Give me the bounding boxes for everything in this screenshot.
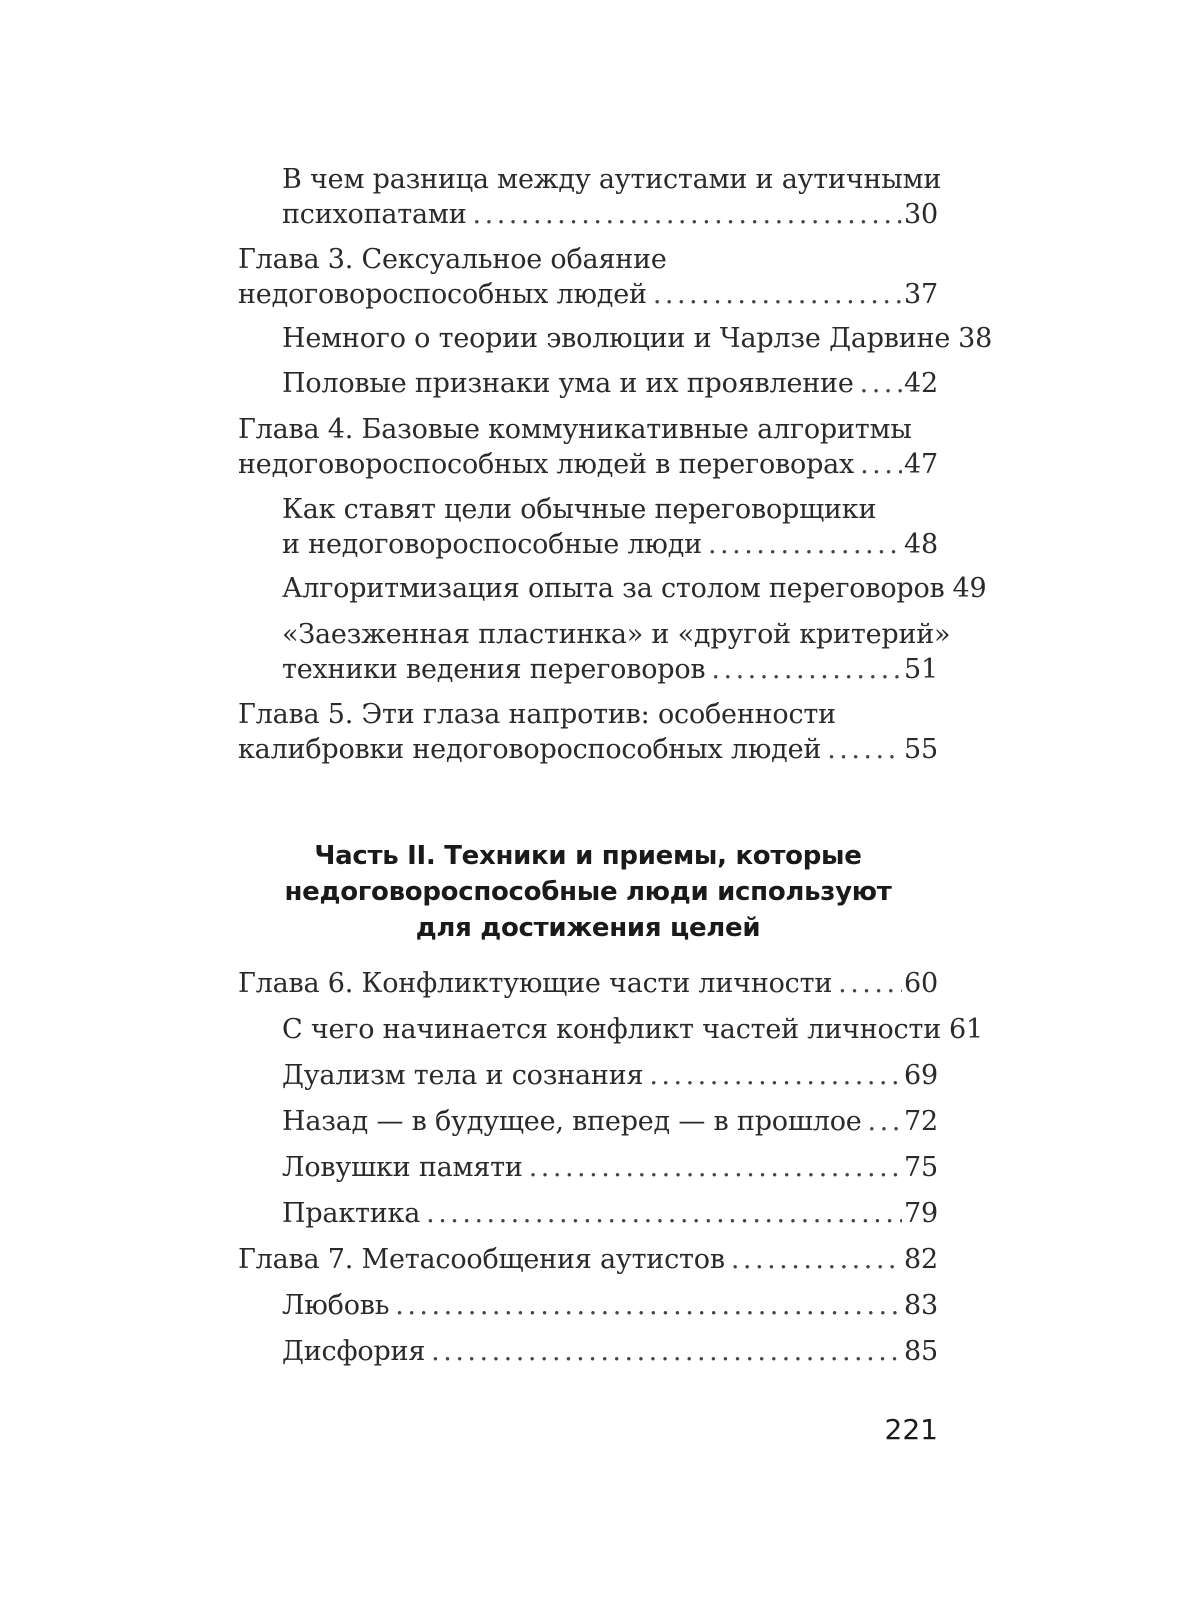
toc-entry-title: «Заезженная пластинка» и «другой критерий» — [282, 619, 951, 650]
toc-section-entry — [282, 1012, 983, 1047]
toc-section-entry — [282, 162, 942, 232]
toc-entry-title: Дуализм тела и сознания — [282, 1060, 644, 1091]
toc-page-number: 38 — [958, 323, 993, 354]
toc-entry-line — [282, 527, 938, 562]
part-heading-line-2: недоговороспособные люди используют — [284, 877, 892, 907]
toc-page-number: 83 — [904, 1290, 938, 1321]
toc-page-number: 75 — [904, 1152, 938, 1183]
toc-section-entry — [282, 571, 987, 606]
toc-entry-line — [282, 1104, 938, 1139]
part-heading-line-1: Часть II. Техники и приемы, которые — [314, 841, 862, 871]
toc-entry-line — [282, 1058, 938, 1093]
toc-page-number: 42 — [904, 368, 938, 399]
toc-entry-line — [238, 412, 938, 447]
toc-entry-title: В чем разница между аутистами и аутичными — [282, 164, 942, 195]
toc-page-number: 61 — [949, 1014, 983, 1045]
dot-leader — [860, 366, 902, 401]
dot-leader — [473, 197, 903, 232]
toc-entry-line — [282, 1012, 983, 1047]
toc-section-entry — [282, 617, 951, 687]
toc-section-entry — [282, 1104, 938, 1139]
toc-page-number: 79 — [904, 1198, 938, 1229]
dot-leader — [838, 966, 902, 1001]
toc-entry-title: и недоговороспособные люди — [282, 529, 702, 560]
toc-entry-line — [238, 966, 938, 1001]
toc-entry-line — [282, 1288, 938, 1323]
toc-section-entry — [282, 1288, 938, 1323]
dot-leader — [868, 1104, 902, 1139]
toc-entry-line — [238, 1242, 938, 1277]
dot-leader — [426, 1196, 902, 1231]
toc-entry-line — [282, 197, 938, 232]
part-heading-line-3: для достижения целей — [415, 913, 761, 943]
dot-leader — [860, 447, 902, 482]
toc-entry-line — [238, 697, 938, 732]
toc-entry-title: недоговороспособных людей в переговорах — [238, 449, 855, 480]
toc-page-number: 60 — [904, 968, 938, 999]
toc-entry-title: Назад — в будущее, вперед — в прошлое — [282, 1106, 862, 1137]
toc-chapter-entry — [238, 966, 938, 1001]
toc-page-number: 55 — [904, 734, 938, 765]
toc-entry-title: Глава 3. Сексуальное обаяние — [238, 244, 667, 275]
toc-section-entry — [282, 1334, 938, 1369]
dot-leader — [431, 1334, 902, 1369]
toc-entry-line — [238, 732, 938, 767]
toc-entry-line — [282, 617, 951, 652]
toc-entry-title: Глава 5. Эти глаза напротив: особенности — [238, 699, 836, 730]
toc-entry-line — [282, 366, 938, 401]
toc-entry-title: Половые признаки ума и их проявление — [282, 368, 854, 399]
toc-entry-line — [282, 1196, 938, 1231]
dot-leader — [649, 1058, 902, 1093]
toc-entry-title: Глава 4. Базовые коммуникативные алгоритмы — [238, 414, 912, 445]
toc-page-number: 48 — [904, 529, 938, 560]
toc-entry-title: Глава 7. Метасообщения аутистов — [238, 1244, 725, 1275]
toc-section-entry — [282, 1058, 938, 1093]
toc-page-number: 47 — [904, 449, 938, 480]
toc-entry-line — [282, 1150, 938, 1185]
toc-page-number: 37 — [904, 279, 938, 310]
toc-entry-line — [238, 447, 938, 482]
dot-leader — [708, 527, 902, 562]
toc-entry-line — [238, 242, 938, 277]
toc-entry-title: С чего начинается конфликт частей личности — [282, 1014, 942, 1045]
dot-leader — [395, 1288, 902, 1323]
toc-entry-title: Как ставят цели обычные переговорщики — [282, 494, 877, 525]
toc-page-number: 51 — [904, 654, 938, 685]
toc-page-number: 82 — [904, 1244, 938, 1275]
toc-section-entry — [282, 366, 938, 401]
toc-section-entry — [282, 492, 938, 562]
dot-leader — [529, 1150, 902, 1185]
toc-entry-title: психопатами — [282, 199, 467, 230]
toc-page-number: 49 — [952, 573, 987, 604]
toc-entry-line — [282, 162, 942, 197]
toc-entry-line — [282, 321, 993, 356]
toc-page-number: 69 — [904, 1060, 938, 1091]
toc-section-entry — [282, 321, 993, 356]
toc-page-number: 72 — [904, 1106, 938, 1137]
dot-leader — [653, 277, 902, 312]
part-heading — [238, 838, 938, 946]
toc-entry-title: Дисфория — [282, 1336, 426, 1367]
toc-entry-title: Практика — [282, 1198, 421, 1229]
page-number: 221 — [884, 1413, 938, 1446]
toc-section-entry — [282, 1196, 938, 1231]
toc-entry-title: техники ведения переговоров — [282, 654, 706, 685]
toc-entry-line — [282, 1334, 938, 1369]
toc-entry-title: Любовь — [282, 1290, 390, 1321]
toc-page-number: 30 — [904, 199, 938, 230]
toc-entry-line — [282, 652, 938, 687]
toc-chapter-entry — [238, 1242, 938, 1277]
toc-entry-title: Глава 6. Конфликтующие части личности — [238, 968, 833, 999]
toc-entry-title: Алгоритмизация опыта за столом переговоров — [282, 573, 945, 604]
toc-chapter-entry — [238, 242, 938, 312]
toc-page-number: 85 — [904, 1336, 938, 1367]
toc-entry-title: калибровки недоговороспособных людей — [238, 734, 822, 765]
toc-entry-line — [282, 571, 987, 606]
toc-entry-line — [282, 492, 938, 527]
toc-entry-title: недоговороспособных людей — [238, 279, 647, 310]
toc-entry-title: Немного о теории эволюции и Чарлзе Дарвине — [282, 323, 951, 354]
toc-chapter-entry — [238, 697, 938, 767]
dot-leader — [827, 732, 902, 767]
toc-section-entry — [282, 1150, 938, 1185]
dot-leader — [711, 652, 902, 687]
toc-chapter-entry — [238, 412, 938, 482]
toc-entry-line — [238, 277, 938, 312]
dot-leader — [731, 1242, 902, 1277]
toc-entry-title: Ловушки памяти — [282, 1152, 523, 1183]
